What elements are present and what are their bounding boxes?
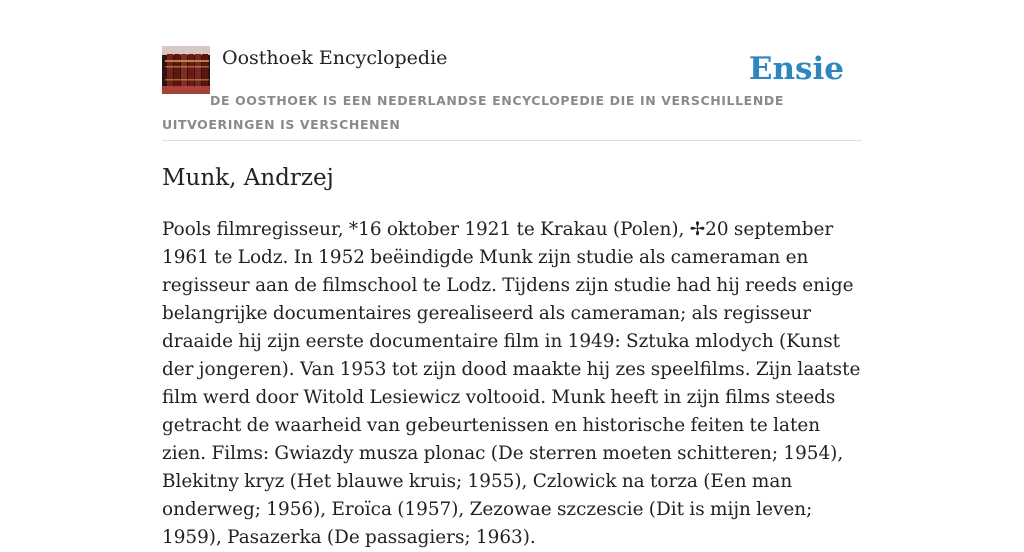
- books-icon: [162, 46, 210, 94]
- site-title-link[interactable]: Oosthoek Encyclopedie: [222, 47, 448, 69]
- site-tagline: DE OOSTHOEK IS EEN NEDERLANDSE ENCYCLOPEDIE DIE IN VERSCHILLENDE UITVOERINGEN IS VERSCHENEN: [162, 93, 784, 132]
- encyclopedia-books-avatar[interactable]: [162, 46, 210, 94]
- article-title: Munk, Andrzej: [162, 165, 334, 191]
- site-header: [162, 46, 862, 141]
- ensie-logo[interactable]: Ensie: [748, 51, 844, 87]
- article-body: Pools filmregisseur, *16 oktober 1921 te Krakau (Polen), ✢20 september 1961 te Lodz. In 1952 beëindigde Munk zijn studie als cameraman en regisseur aan de filmschool te Lodz. Tijdens zijn studie had hij reeds enige belangrijke documentaires gerealiseerd als cameraman; als regisseur draaide hij zijn eerste documentaire film in 1949: Sztuka mlodych (Kunst der jongeren). Van 1953 tot zijn dood maakte hij zes speelfilms. Zijn laatste film werd door Witold Lesiewicz voltooid. Munk heeft in zijn films steeds getracht de waarheid van gebeurtenissen en historische feiten te laten zien. Films: Gwiazdy musza plonac (De sterren moeten schitteren; 1954), Blekitny kryz (Het blauwe kruis; 1955), Czlowick na torza (Een man onderweg; 1956), Eroïca (1957), Zezowae szczescie (Dit is mijn leven; 1959), Pasazerka (De passagiers; 1963).: [162, 219, 861, 548]
